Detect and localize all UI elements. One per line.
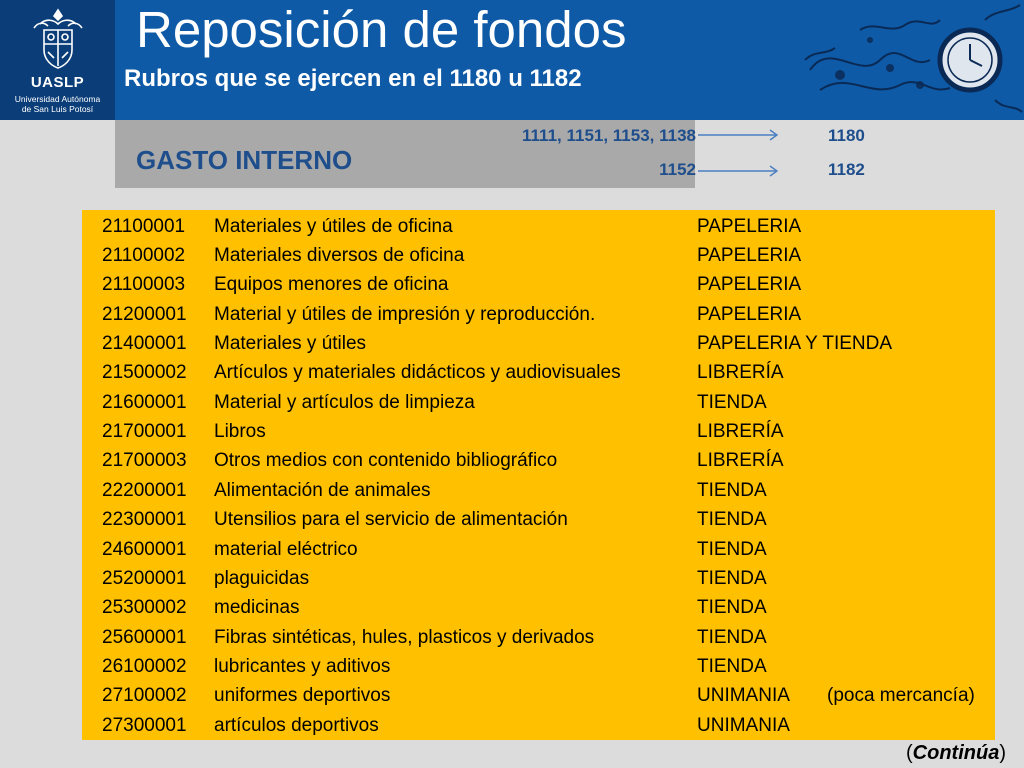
row-category: PAPELERIA Y TIENDA [697, 333, 893, 354]
continua-close: ) [999, 742, 1006, 764]
rubro-target-2: 1182 [828, 160, 865, 179]
row-description: Alimentación de animales [214, 480, 431, 501]
row-description: Materiales diversos de oficina [214, 245, 465, 266]
rubro-target-1: 1180 [828, 126, 865, 145]
row-code: 21100002 [102, 245, 186, 266]
table-row [82, 652, 995, 681]
row-category: TIENDA [697, 656, 767, 677]
header-band [0, 0, 1024, 120]
row-category: LIBRERÍA [697, 450, 784, 471]
gasto-interno-label: GASTO INTERNO [136, 145, 353, 175]
table-row [82, 623, 995, 652]
logo-name: UASLP [30, 74, 85, 91]
row-description: Material y útiles de impresión y reproducción. [214, 304, 596, 325]
arrow-right-icon [696, 125, 786, 185]
row-code: 21500002 [102, 362, 187, 383]
row-code: 24600001 [102, 539, 187, 560]
uaslp-logo [0, 0, 115, 120]
row-description: uniformes deportivos [214, 685, 391, 706]
logo-line-2: de San Luis Potosí [21, 104, 94, 114]
row-code: 27100002 [102, 685, 187, 706]
table-row [82, 212, 995, 241]
row-category: PAPELERIA [697, 216, 802, 237]
table-row [82, 711, 995, 740]
continua-note [906, 740, 1006, 766]
row-category: LIBRERÍA [697, 362, 784, 383]
row-code: 26100002 [102, 656, 187, 677]
page-subtitle: Rubros que se ejercen en el 1180 u 1182 [124, 65, 582, 92]
table-row [82, 505, 995, 534]
row-code: 22300001 [102, 509, 187, 530]
row-description: artículos deportivos [214, 715, 379, 736]
row-code: 25300002 [102, 597, 187, 618]
row-description: Libros [214, 421, 266, 442]
row-category: PAPELERIA [697, 245, 802, 266]
page-title: Reposición de fondos [136, 1, 627, 58]
row-code: 21700003 [102, 450, 187, 471]
row-code: 21100003 [102, 274, 186, 295]
row-code: 22200001 [102, 480, 187, 501]
row-note: (poca mercancía) [827, 685, 975, 706]
crest-icon [26, 6, 90, 72]
clock-ornament-icon [800, 0, 1024, 120]
logo-line-1: Universidad Autónoma [14, 94, 101, 104]
continua-word: Continúa [912, 742, 1000, 764]
row-category: TIENDA [697, 627, 767, 648]
table-row [82, 270, 995, 299]
table-row [82, 593, 995, 622]
row-code: 21100001 [102, 216, 186, 237]
row-category: TIENDA [697, 480, 767, 501]
rubro-codes-1: 1111, 1151, 1153, 1138 [522, 126, 696, 145]
row-category: PAPELERIA [697, 274, 802, 295]
table-row [82, 358, 995, 387]
table-row [82, 681, 995, 710]
row-code: 21700001 [102, 421, 187, 442]
table-row [82, 476, 995, 505]
row-category: TIENDA [697, 597, 767, 618]
row-category: PAPELERIA [697, 304, 802, 325]
row-description: Equipos menores de oficina [214, 274, 449, 295]
row-description: Material y artículos de limpieza [214, 392, 475, 413]
row-code: 21600001 [102, 392, 187, 413]
row-category: TIENDA [697, 392, 767, 413]
row-code: 25600001 [102, 627, 187, 648]
row-category: TIENDA [697, 509, 767, 530]
row-description: Materiales y útiles de oficina [214, 216, 453, 237]
row-category: UNIMANIA [697, 685, 790, 706]
row-category: TIENDA [697, 539, 767, 560]
table-row [82, 241, 995, 270]
row-code: 25200001 [102, 568, 187, 589]
table-row [82, 535, 995, 564]
table-row [82, 300, 995, 329]
row-description: medicinas [214, 597, 300, 618]
row-description: lubricantes y aditivos [214, 656, 391, 677]
table-row [82, 446, 995, 475]
row-code: 21400001 [102, 333, 187, 354]
table-row [82, 329, 995, 358]
row-description: Fibras sintéticas, hules, plasticos y derivados [214, 627, 595, 648]
row-description: Otros medios con contenido bibliográfico [214, 450, 558, 471]
rubro-codes-2: 1152 [659, 160, 696, 179]
rubros-table [82, 210, 995, 740]
row-description: plaguicidas [214, 568, 310, 589]
table-row [82, 564, 995, 593]
row-category: UNIMANIA [697, 715, 790, 736]
table-row [82, 417, 995, 446]
row-code: 21200001 [102, 304, 187, 325]
row-category: LIBRERÍA [697, 421, 784, 442]
row-description: Utensilios para el servicio de alimentación [214, 509, 568, 530]
row-code: 27300001 [102, 715, 187, 736]
row-description: Materiales y útiles [214, 333, 367, 354]
row-category: TIENDA [697, 568, 767, 589]
table-row [82, 388, 995, 417]
row-description: Artículos y materiales didácticos y audiovisuales [214, 362, 621, 383]
row-description: material eléctrico [214, 539, 358, 560]
continua-open: ( [906, 742, 913, 764]
